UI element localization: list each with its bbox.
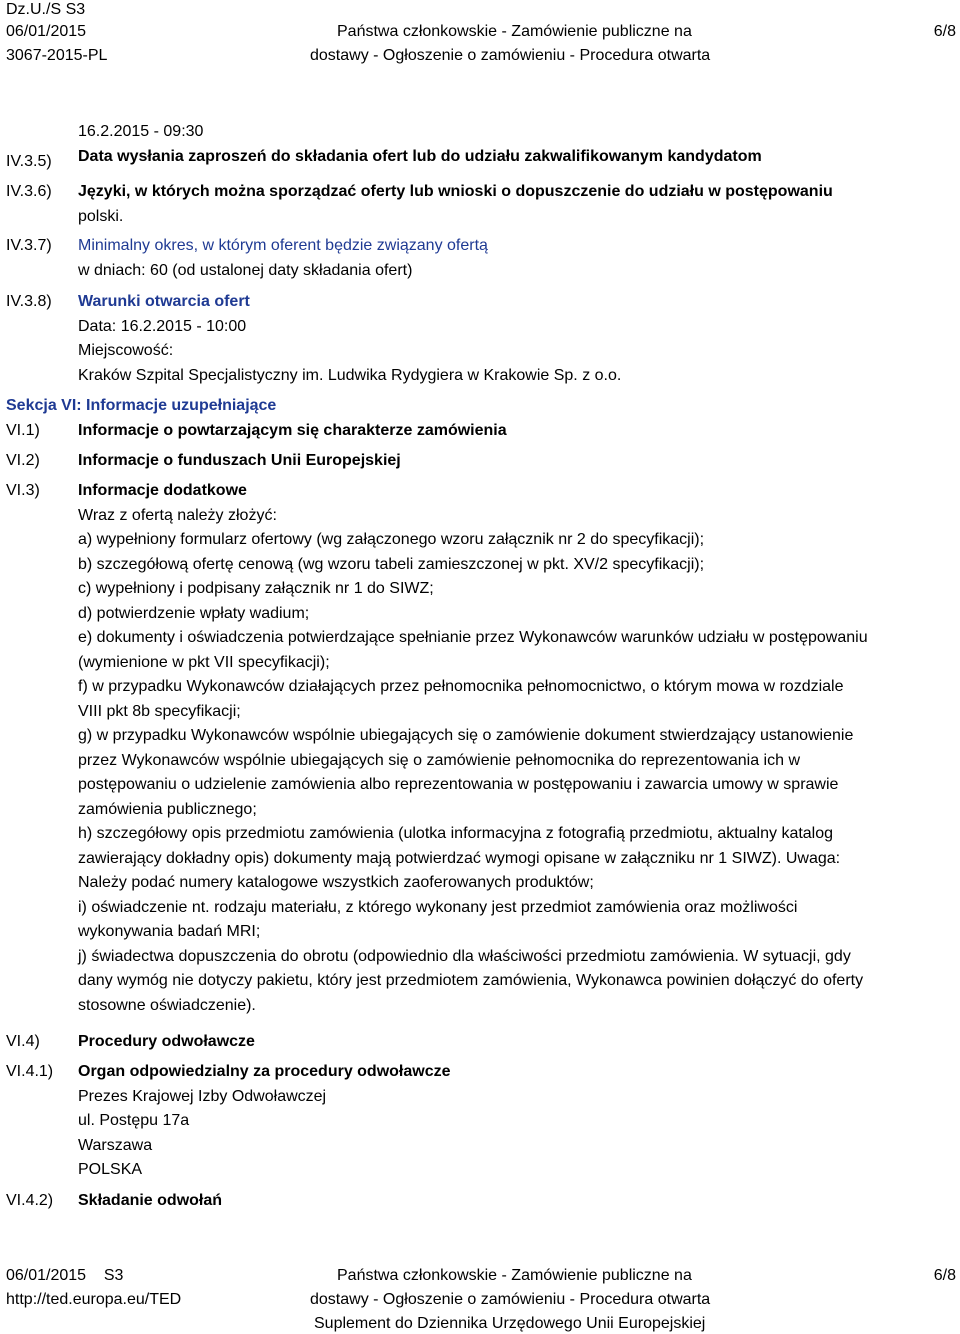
additional-info-line: postępowaniu o udzielenie zamówienia albo reprezentowania w postępowaniu i zawarcia umowy w sprawie xyxy=(78,776,839,793)
review-body-city: Warszawa xyxy=(78,1136,153,1154)
additional-info-line: g) w przypadku Wykonawców wspólnie ubiegających się o zamówienie dokument stwierdzający ustanowienie xyxy=(78,727,854,744)
section-label-vi1: VI.1) xyxy=(6,422,40,439)
additional-info-line: Wraz z ofertą należy złożyć: xyxy=(78,506,277,524)
section-vi4 xyxy=(78,1030,958,1055)
additional-info-line: Należy podać numery katalogowe wszystkich zaoferowanych produktów; xyxy=(78,874,594,891)
section-iv35 xyxy=(78,120,958,169)
section-vi1 xyxy=(78,419,958,444)
section-label-iv38: IV.3.8) xyxy=(6,293,52,310)
section-label-vi2: VI.2) xyxy=(6,452,40,469)
section-title-vi42: Składanie odwołań xyxy=(78,1192,223,1209)
section-vi-heading: Sekcja VI: Informacje uzupełniające xyxy=(6,397,277,414)
additional-info-line: a) wypełniony formularz ofertowy (wg załączonego wzoru załącznik nr 2 do specyfikacji); xyxy=(78,531,705,548)
section-title-iv37: Minimalny okres, w którym oferent będzie związany ofertą xyxy=(78,237,488,254)
section-iv36 xyxy=(78,180,958,229)
previous-date-value: 16.2.2015 - 09:30 xyxy=(78,123,204,140)
footer-page-number: 6/8 xyxy=(933,1267,956,1284)
review-body-street: ul. Postępu 17a xyxy=(78,1112,190,1129)
footer-url[interactable]: http://ted.europa.eu/TED xyxy=(6,1291,182,1308)
footer-title-line1: Państwa członkowskie - Zamówienie publiczne na xyxy=(337,1267,692,1284)
additional-info-line: i) oświadczenie nt. rodzaju materiału, z którego wykonany jest przedmiot zamówienia oraz możliwości xyxy=(78,898,798,916)
section-label-iv37: IV.3.7) xyxy=(6,237,52,254)
additional-info-line: e) dokumenty i oświadczenia potwierdzające spełnianie przez Wykonawców warunków udziału w postępowaniu xyxy=(78,629,868,646)
section-title-iv35: Data wysłania zaproszeń do składania ofert lub do udziału zakwalifikowanym kandydatom xyxy=(78,147,762,165)
additional-info-line: dany wymóg nie dotyczy pakietu, który jest przedmiotem zamówienia, Wykonawca powinien dołączyć do oferty xyxy=(78,972,864,989)
additional-info-line: h) szczegółowy opis przedmiotu zamówienia (ulotka informacyjna z fotografią przedmiotu, aktualny katalog xyxy=(78,825,834,842)
section-title-vi2: Informacje o funduszach Unii Europejskiej xyxy=(78,452,401,469)
header-title-line1: Państwa członkowskie - Zamówienie publiczne na xyxy=(337,23,692,40)
footer-title-line2: dostawy - Ogłoszenie o zamówieniu - Procedura otwarta xyxy=(310,1291,711,1308)
section-label-iv35: IV.3.5) xyxy=(6,153,52,170)
additional-info-line: j) świadectwa dopuszczenia do obrotu (odpowiednio dla właściwości przedmiotu zamówienia. W sytuacji, gdy xyxy=(78,947,851,965)
header-notice-number: 3067-2015-PL xyxy=(6,47,108,64)
section-iv37 xyxy=(78,234,958,283)
section-label-vi42: VI.4.2) xyxy=(6,1192,54,1209)
section-title-vi4: Procedury odwoławcze xyxy=(78,1033,255,1050)
review-body-name: Prezes Krajowej Izby Odwoławczej xyxy=(78,1087,327,1105)
additional-info-line: zawierający dokładny opis) dokumenty mają potwierdzać wymogi opisane w załączniku nr 1 SIWZ). Uwaga: xyxy=(78,849,841,867)
footer-supplement: Suplement do Dziennika Urzędowego Unii Europejskiej xyxy=(314,1315,706,1332)
additional-info-line: b) szczegółową ofertę cenową (wg wzoru tabeli zamieszczonej w pkt. XV/2 specyfikacji); xyxy=(78,555,705,573)
additional-info-line: wykonywania badań MRI; xyxy=(78,923,261,940)
section-title-vi3: Informacje dodatkowe xyxy=(78,482,247,499)
additional-info-line: przez Wykonawców wspólnie ubiegających się o zamówienie pełnomocnika do reprezentowania ich w xyxy=(78,751,801,769)
section-title-iv36: Języki, w których można sporządzać oferty lub wnioski o dopuszczenie do udziału w postępowaniu xyxy=(78,183,833,200)
section-label-iv36: IV.3.6) xyxy=(6,183,52,200)
section-title-iv38: Warunki otwarcia ofert xyxy=(78,293,250,310)
section-label-vi41: VI.4.1) xyxy=(6,1063,54,1080)
section-label-vi3: VI.3) xyxy=(6,482,40,499)
section-iv38 xyxy=(78,290,958,388)
language-value: polski. xyxy=(78,207,124,225)
section-vi2 xyxy=(78,449,958,474)
additional-info-line: VIII pkt 8b specyfikacji; xyxy=(78,702,241,720)
section-label-vi4: VI.4) xyxy=(6,1033,40,1050)
additional-info-line: f) w przypadku Wykonawców działających przez pełnomocnika pełnomocnictwo, o którym mowa w rozdziale xyxy=(78,678,844,695)
footer-date-series: 06/01/2015 S3 xyxy=(6,1267,124,1284)
header-date: 06/01/2015 xyxy=(6,23,87,40)
section-vi42 xyxy=(78,1189,958,1214)
additional-info-line: stosowne oświadczenie). xyxy=(78,996,256,1014)
place-label: Miejscowość: xyxy=(78,342,174,359)
additional-info-line: zamówienia publicznego; xyxy=(78,800,257,818)
header-title-line2: dostawy - Ogłoszenie o zamówieniu - Procedura otwarta xyxy=(310,47,711,64)
opening-date-value: Data: 16.2.2015 - 10:00 xyxy=(78,317,247,335)
review-body-country: POLSKA xyxy=(78,1161,143,1178)
header-page-number: 6/8 xyxy=(933,23,956,40)
header-journal-ref: Dz.U./S S3 xyxy=(6,1,86,18)
place-value: Kraków Szpital Specjalistyczny im. Ludwika Rydygiera w Krakowie Sp. z o.o. xyxy=(78,366,622,384)
section-vi41 xyxy=(78,1060,958,1183)
additional-info-line: c) wypełniony i podpisany załącznik nr 1 do SIWZ; xyxy=(78,580,434,597)
section-vi3 xyxy=(78,479,958,1018)
additional-info-line: d) potwierdzenie wpłaty wadium; xyxy=(78,604,310,622)
additional-info-line: (wymienione w pkt VII specyfikacji); xyxy=(78,653,330,671)
section-title-vi41: Organ odpowiedzialny za procedury odwoławcze xyxy=(78,1063,451,1080)
binding-period-value: w dniach: 60 (od ustalonej daty składania ofert) xyxy=(78,261,413,279)
section-title-vi1: Informacje o powtarzającym się charakterze zamówienia xyxy=(78,422,507,439)
